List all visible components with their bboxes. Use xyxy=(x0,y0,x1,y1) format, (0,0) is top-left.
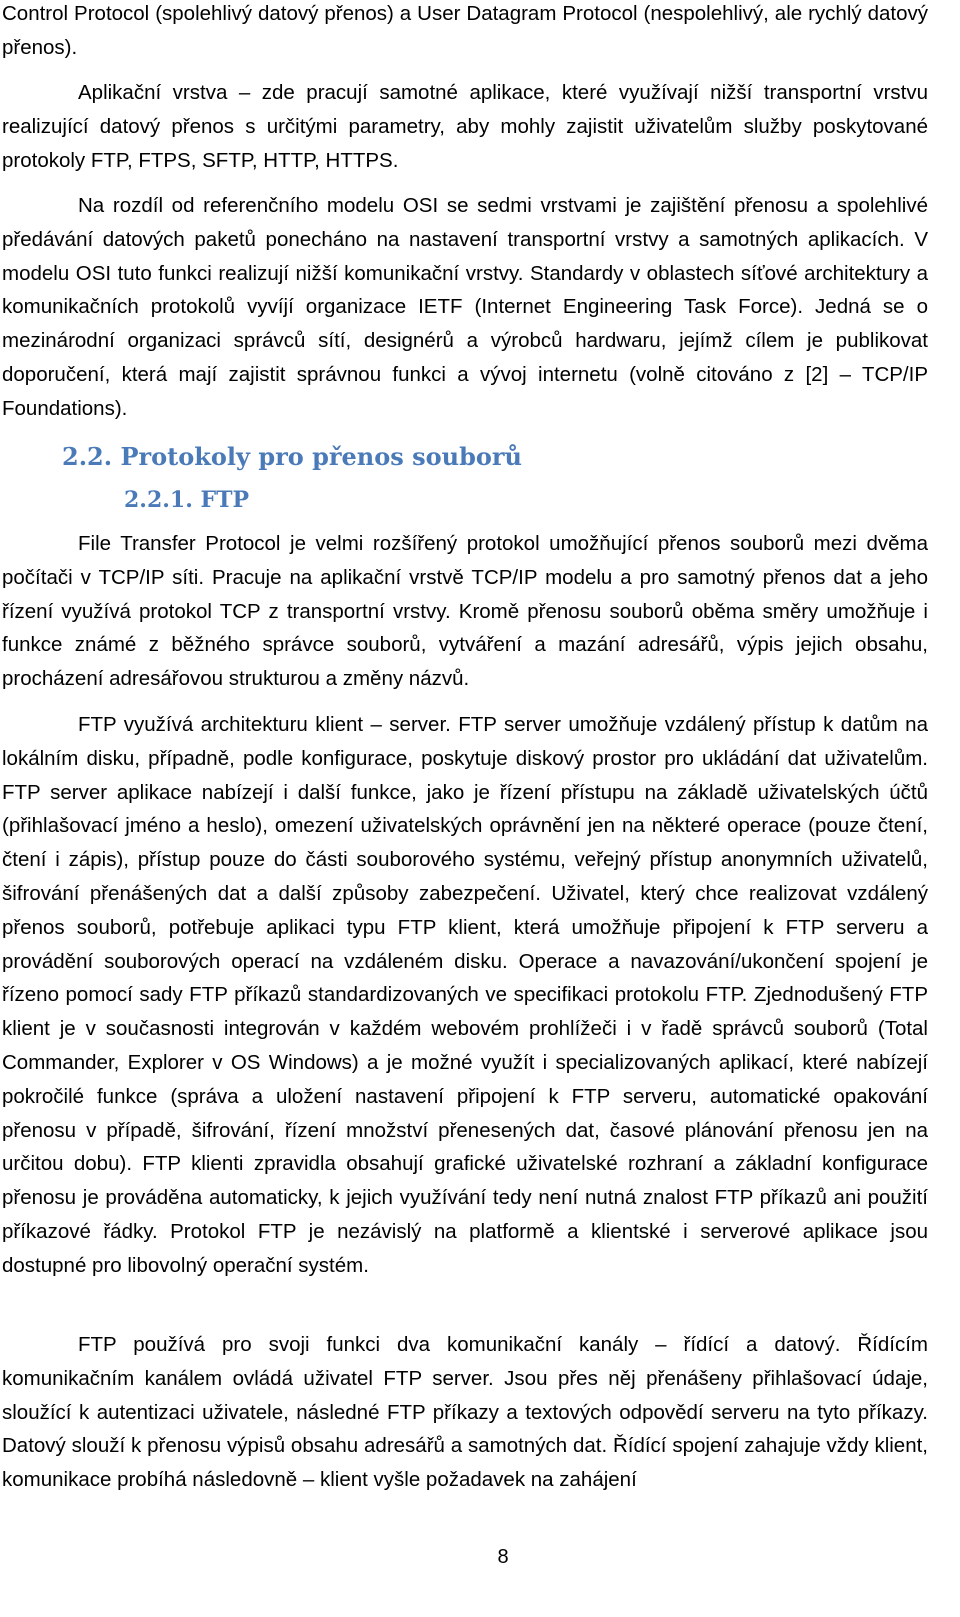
paragraph-ftp-architecture: FTP využívá architekturu klient – server. FTP server umožňuje vzdálený přístup k datům na lokálním disku, případně, podle konfigurace, poskytuje diskový prostor pro ukládání dat uživatelům. FTP server aplikace nabízejí i další funkce, jako je řízení přístupu na základě uživatelských účtů (přihlašovací jméno a heslo), omezení uživatelských oprávnění jen na některé operace (pouze čtení, čtení i zápis), přístup pouze do části souborového systému, veřejný přístup anonymních uživatelů, šifrování přenášených dat a další způsoby zabezpečení. Uživatel, který chce realizovat vzdálený přenos souborů, potřebuje aplikaci typu FTP klient, která umožňuje připojení k FTP serveru a provádění souborových operací na vzdáleném disku. Operace a navazování/ukončení spojení je řízeno pomocí sady FTP příkazů standardizovaných ve specifikaci protokolu FTP. Zjednodušený FTP klient je v současnosti integrován v každém webovém prohlížeči i v řadě správců souborů (Total Commander, Explorer v OS Windows) a je možné využít i specializovaných aplikací, které nabízejí pokročilé funkce (správa a uložení nastavení připojení k FTP serveru, automatické opakování přenosu v případě, šifrování, řízení množství přenesených dat, časové plánování přenosu jen na určitou dobu). FTP klienti zpravidla obsahují grafické uživatelské rozhraní a základní konfigurace přenosu je prováděna automaticky, k jejich využívání tedy není nutná znalost FTP příkazů ani použití příkazové řádky. Protokol FTP je nezávislý na platformě a klientské i serverové aplikace jsou dostupné pro libovolný operační systém. xyxy=(2,713,928,1277)
paragraph-ftp-channels: FTP používá pro svoji funkci dva komunikační kanály – řídící a datový. Řídícím komunikačním kanálem ovládá uživatel FTP server. Jsou přes něj přenášeny přihlašovací údaje, sloužící k autentizaci uživatele, následné FTP příkazy a textových odpovědí serveru na tyto příkazy. Datový slouží k přenosu výpisů obsahu adresářů a samotných dat. Řídící spojení zahajuje vždy klient, komunikace probíhá následovně – klient vyšle požadavek na zahájení xyxy=(2,1333,928,1492)
paragraph-ftp-intro: File Transfer Protocol je velmi rozšířený protokol umožňující přenos souborů mezi dvěma počítači v TCP/IP síti. Pracuje na aplikační vrstvě TCP/IP modelu a pro samotný přenos dat a jeho řízení využívá protokol TCP z transportní vrstvy. Kromě přenosu souborů oběma směry umožňuje i funkce známé z běžného správce souborů, vytváření a mazání adresářů, výpis jejich obsahu, procházení adresářovou strukturou a změny názvů. xyxy=(2,532,928,691)
paragraph-osi-comparison: Na rozdíl od referenčního modelu OSI se sedmi vrstvami je zajištění přenosu a spolehlivé předávání datových paketů ponecháno na nastavení transportní vrstvy a samotných aplikacích. V modelu OSI tuto funkci realizují nižší komunikační vrstvy. Standardy v oblastech síťové architektury a komunikačních protokolů vyvíjí organizace IETF (Internet Engineering Task Force). Jedná se o mezinárodní organizaci správců sítí, designérů a výrobců hardwaru, jejímž cílem je publikovat doporučení, která mají zajistit správnou funkci a vývoj internetu (volně citováno z [2] – TCP/IP Foundations). xyxy=(2,194,928,420)
subsection-heading: 2.2.1. FTP xyxy=(124,487,250,513)
paragraph-transport-continuation: Control Protocol (spolehlivý datový přenos) a User Datagram Protocol (nespolehlivý, ale rychlý datový přenos). xyxy=(2,2,928,59)
paragraph-application-layer: Aplikační vrstva – zde pracují samotné aplikace, které využívají nižší transportní vrstvu realizující datový přenos s určitými parametry, aby mohly zajistit uživatelům služby poskytované protokoly FTP, FTPS, SFTP, HTTP, HTTPS. xyxy=(2,81,928,172)
page-number: 8 xyxy=(497,1546,509,1568)
section-heading: 2.2. Protokoly pro přenos souborů xyxy=(62,442,522,471)
